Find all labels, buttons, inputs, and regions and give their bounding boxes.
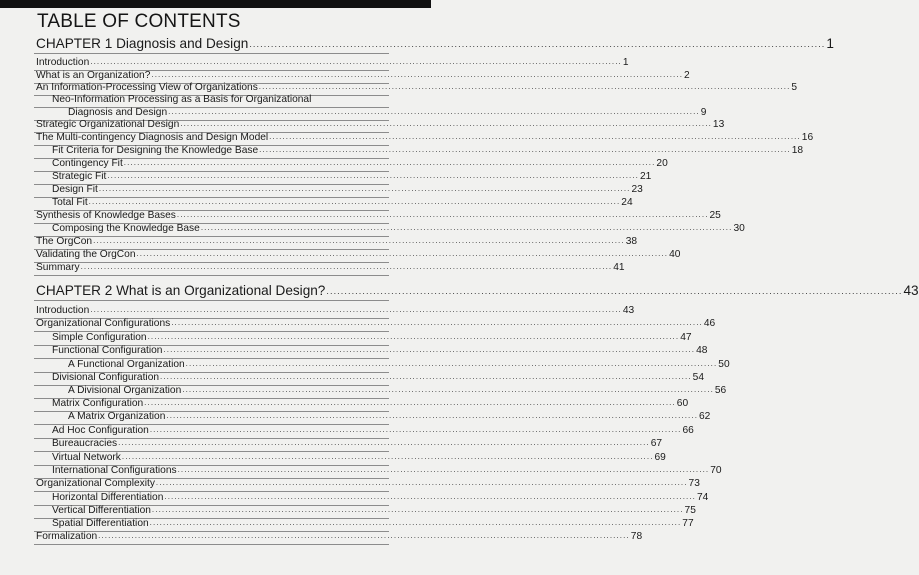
toc-entry (52, 491, 709, 504)
dot-leader: ................................................................................................................................................................ (151, 505, 684, 514)
entry-title: Composing the Knowledge Base (52, 223, 200, 234)
page-number: 69 (654, 452, 666, 463)
toc-entry (36, 261, 625, 274)
dot-leader: ................................................................................................................................................................ (269, 132, 801, 141)
dot-leader: ................................................................................................................................................................ (93, 236, 625, 245)
toc-entry (36, 56, 629, 69)
page-number: 13 (712, 119, 725, 130)
entry-title: Neo-Information Processing as a Basis for Organizational (52, 94, 312, 105)
entry-title: Bureaucracies (52, 438, 118, 449)
row-divider (34, 544, 389, 545)
toc-entry (52, 371, 704, 384)
page-title: TABLE OF CONTENTS (37, 11, 241, 32)
dot-leader: ................................................................................................................................................................ (168, 107, 700, 116)
entry-title: A Matrix Organization (68, 411, 166, 422)
toc-entry (68, 358, 730, 371)
entry-title: Strategic Fit (52, 171, 107, 182)
toc-entry (36, 304, 635, 317)
dot-leader: ................................................................................................................................................................ (177, 465, 710, 474)
toc-entry (36, 118, 725, 131)
entry-title: Simple Configuration (52, 332, 147, 343)
toc-entry (52, 517, 694, 530)
entry-title: Organizational Configurations (36, 318, 171, 329)
dot-leader: ................................................................................................................................................................ (259, 145, 791, 154)
chapter-heading (36, 35, 834, 52)
page-number: 43 (622, 305, 635, 316)
entry-title: Formalization (36, 531, 98, 542)
dot-leader: ................................................................................................................................................................ (88, 197, 621, 206)
entry-title: The OrgCon (36, 236, 93, 247)
page-number: 75 (684, 505, 696, 516)
dot-leader: ................................................................................................................................................................ (123, 158, 656, 167)
page-number: 67 (650, 438, 663, 449)
page-number: 25 (709, 210, 721, 221)
toc-entry (52, 222, 745, 235)
dot-leader: ................................................................................................................................................................ (118, 438, 650, 447)
entry-title: Introduction (36, 57, 90, 68)
dot-leader: ................................................................................................................................................................ (185, 359, 718, 368)
toc-entry (52, 344, 708, 357)
page-number: 1 (622, 57, 629, 68)
entry-title: Design Fit (52, 184, 98, 195)
page-number: 48 (696, 345, 708, 356)
entry-title: Matrix Configuration (52, 398, 144, 409)
entry-title: Spatial Differentiation (52, 518, 149, 529)
dot-leader: ................................................................................................................................................................ (147, 332, 680, 341)
dot-leader: ................................................................................................................................................................ (90, 57, 622, 66)
toc-entry (36, 131, 814, 144)
toc-entry (36, 530, 643, 543)
entry-title: Organizational Complexity (36, 478, 155, 489)
page-number: 16 (801, 132, 814, 143)
toc-entry (36, 477, 700, 490)
dot-leader: ................................................................................................................................................................ (160, 372, 692, 381)
entry-title: Strategic Organizational Design (36, 119, 180, 130)
entry-title: Fit Criteria for Designing the Knowledge Base (52, 145, 259, 156)
toc-entry (36, 317, 716, 330)
page-number: 60 (676, 398, 689, 409)
dot-leader: ................................................................................................................................................................ (326, 286, 903, 296)
entry-title: Introduction (36, 305, 90, 316)
entry-title: International Configurations (52, 465, 177, 476)
dot-leader: ................................................................................................................................................................ (98, 184, 631, 193)
page-number: 41 (613, 262, 625, 273)
entry-title: A Functional Organization (68, 359, 185, 370)
page-number: 47 (680, 332, 692, 343)
row-divider (34, 300, 389, 301)
toc-entry (52, 397, 689, 410)
entry-title: Synthesis of Knowledge Bases (36, 210, 176, 221)
toc-entry (52, 464, 722, 477)
entry-title: A Divisional Organization (68, 385, 182, 396)
entry-title: Validating the OrgCon (36, 249, 136, 260)
entry-title: The Multi-contingency Diagnosis and Design Model (36, 132, 269, 143)
page-number: 9 (700, 107, 707, 118)
page-number: 20 (656, 158, 668, 169)
toc-entry (52, 451, 666, 464)
page-number: 43 (903, 283, 919, 298)
row-divider (34, 275, 389, 276)
toc-entry (52, 144, 804, 157)
page-number: 66 (682, 425, 694, 436)
dot-leader: ................................................................................................................................................................ (149, 518, 682, 527)
page-number: 46 (703, 318, 716, 329)
page-number: 30 (733, 223, 745, 234)
dot-leader: ................................................................................................................................................................ (107, 171, 639, 180)
dot-leader: ................................................................................................................................................................ (121, 452, 654, 461)
dot-leader: ................................................................................................................................................................ (180, 119, 712, 128)
page-number: 24 (621, 197, 633, 208)
dot-leader: ................................................................................................................................................................ (144, 398, 676, 407)
page-number: 21 (639, 171, 652, 182)
entry-title: Vertical Differentiation (52, 505, 151, 516)
entry-title: An Information-Processing View of Organizations (36, 82, 258, 93)
page-number: 2 (684, 70, 690, 81)
toc-entry (52, 170, 652, 183)
entry-title: Divisional Configuration (52, 372, 160, 383)
dot-leader: ................................................................................................................................................................ (163, 345, 696, 354)
entry-title: Summary (36, 262, 80, 273)
toc-entry (52, 196, 633, 209)
dot-leader: ................................................................................................................................................................ (155, 478, 688, 487)
page-number: 23 (631, 184, 643, 195)
page-number: 50 (718, 359, 730, 370)
dot-leader: ................................................................................................................................................................ (149, 425, 682, 434)
toc-entry (52, 424, 694, 437)
toc-entry (52, 504, 696, 517)
page-number: 70 (710, 465, 722, 476)
dot-leader: ................................................................................................................................................................ (80, 262, 613, 271)
entry-title: Functional Configuration (52, 345, 163, 356)
page-number: 78 (630, 531, 643, 542)
entry-title: Total Fit (52, 197, 88, 208)
dot-leader: ................................................................................................................................................................ (182, 385, 714, 394)
entry-title: Horizontal Differentiation (52, 492, 164, 503)
page-number: 5 (791, 82, 798, 93)
page-number: 1 (826, 36, 834, 51)
entry-title: Contingency Fit (52, 158, 123, 169)
chapter-title: CHAPTER 1 Diagnosis and Design (36, 36, 249, 51)
page-number: 62 (699, 411, 711, 422)
dot-leader: ................................................................................................................................................................ (90, 305, 622, 314)
entry-title: Diagnosis and Design (68, 107, 168, 118)
dot-leader: ................................................................................................................................................................ (98, 531, 630, 540)
toc-entry (36, 235, 638, 248)
page-number: 56 (714, 385, 727, 396)
toc-entry (68, 410, 711, 423)
entry-title: What is an Organization? (36, 70, 151, 81)
chapter-heading (36, 282, 919, 299)
toc-entry (52, 331, 692, 344)
dot-leader: ................................................................................................................................................................ (200, 223, 733, 232)
dot-leader: ................................................................................................................................................................ (249, 39, 826, 49)
page-number: 74 (697, 492, 709, 503)
page-number: 54 (692, 372, 704, 383)
dot-leader: ................................................................................................................................................................ (171, 318, 703, 327)
dot-leader: ................................................................................................................................................................ (176, 210, 709, 219)
page-number: 77 (682, 518, 694, 529)
toc-entry (68, 384, 727, 397)
toc-entry (52, 157, 668, 170)
page-number: 73 (688, 478, 700, 489)
row-divider (34, 53, 389, 54)
toc-entry (36, 248, 681, 261)
entry-title: Virtual Network (52, 452, 121, 463)
dot-leader: ................................................................................................................................................................ (258, 82, 791, 91)
entry-title: Ad Hoc Configuration (52, 425, 149, 436)
dot-leader: ................................................................................................................................................................ (151, 70, 684, 79)
dot-leader: ................................................................................................................................................................ (166, 411, 699, 420)
page-number: 18 (791, 145, 804, 156)
dot-leader: ................................................................................................................................................................ (136, 249, 669, 258)
dot-leader: ................................................................................................................................................................ (164, 492, 696, 501)
toc-entry (36, 209, 721, 222)
chapter-title: CHAPTER 2 What is an Organizational Design? (36, 283, 326, 298)
page-number: 38 (625, 236, 638, 247)
toc-entry (52, 183, 643, 196)
toc-entry (52, 93, 389, 106)
toc-entry (52, 437, 663, 450)
page-number: 40 (669, 249, 681, 260)
